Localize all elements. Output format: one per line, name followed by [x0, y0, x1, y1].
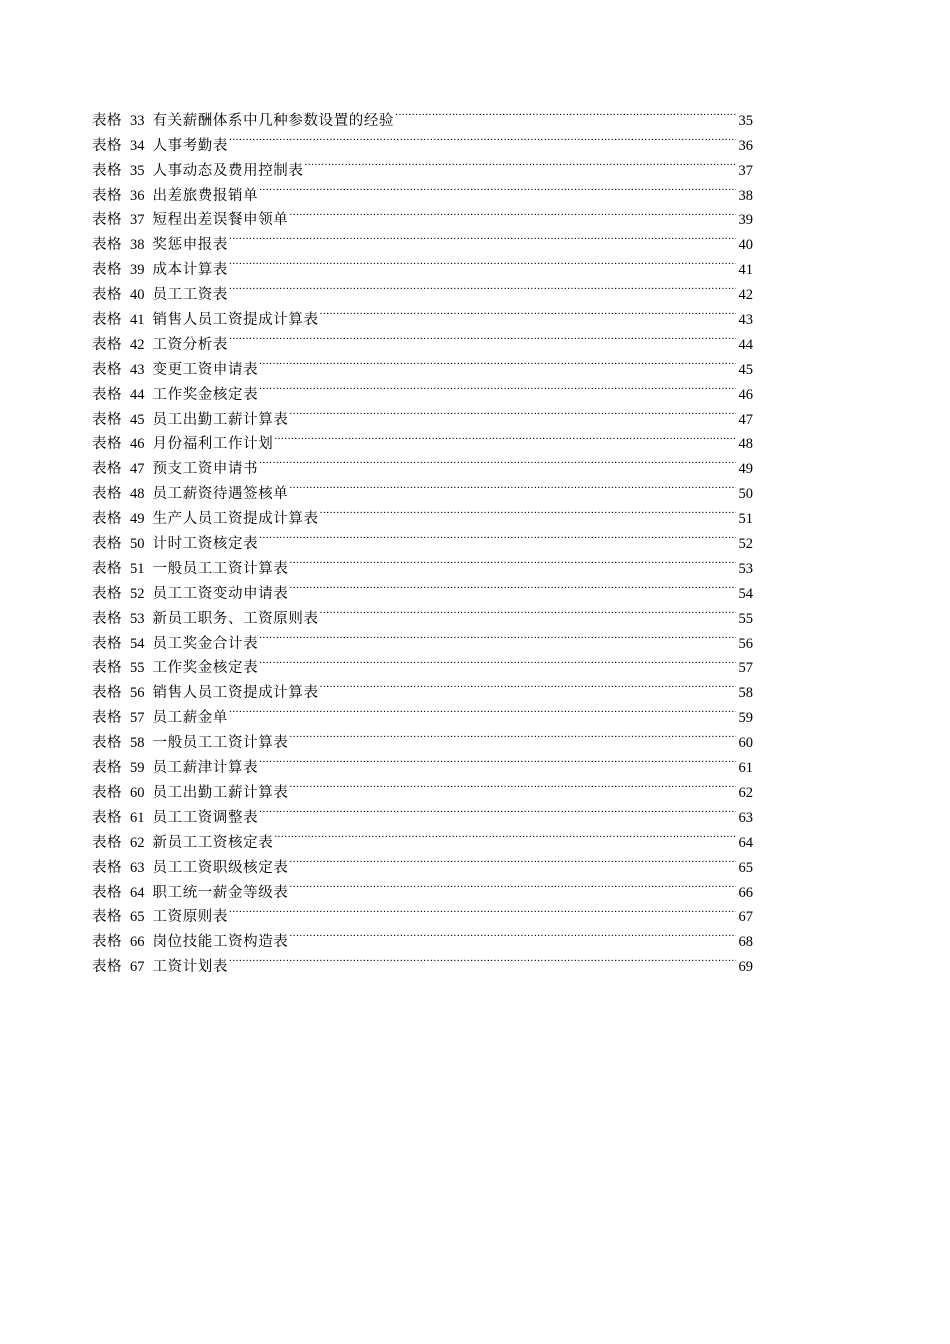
toc-dot-leader	[289, 473, 736, 498]
toc-dot-leader	[229, 697, 736, 722]
toc-entry-page-number: 61	[738, 760, 753, 777]
toc-dot-leader	[320, 299, 736, 324]
toc-entry-number: 59	[130, 760, 145, 777]
toc-entry-number: 55	[130, 660, 145, 677]
toc-entry-title: 岗位技能工资构造表	[152, 934, 289, 951]
toc-entry-number: 33	[130, 112, 145, 129]
toc-entry-page-number: 47	[738, 411, 753, 428]
toc-entry-number: 36	[130, 187, 145, 204]
toc-entry-title: 职工统一薪金等级表	[152, 884, 289, 901]
toc-entry-page-number: 58	[738, 685, 753, 702]
toc-entry-prefix: 表格	[92, 262, 122, 279]
toc-entry-number: 60	[130, 784, 145, 801]
toc-dot-leader	[395, 100, 736, 125]
toc-dot-leader	[259, 349, 736, 374]
toc-entry-number: 39	[130, 262, 145, 279]
toc-entry-page-number: 37	[738, 162, 753, 179]
toc-entry-number: 57	[130, 710, 145, 727]
toc-entry-title: 工作奖金核定表	[152, 386, 259, 403]
toc-entry-number: 52	[130, 585, 145, 602]
toc-entry-page-number: 53	[738, 560, 753, 577]
toc-entry-title: 奖惩申报表	[152, 237, 228, 254]
toc-entry-prefix: 表格	[92, 959, 122, 976]
toc-entry-prefix: 表格	[92, 784, 122, 801]
toc-entry-prefix: 表格	[92, 386, 122, 403]
toc-entry-number: 34	[130, 137, 145, 154]
table-of-contents	[92, 100, 753, 976]
toc-dot-leader	[289, 573, 736, 598]
toc-dot-leader	[259, 448, 736, 473]
toc-entry-title: 工资计划表	[152, 959, 228, 976]
toc-entry-title: 员工工资职级核定表	[152, 859, 289, 876]
toc-entry-title: 一般员工工资计算表	[152, 735, 289, 752]
toc-entry-number: 56	[130, 685, 145, 702]
toc-entry-prefix: 表格	[92, 610, 122, 627]
toc-entry-number: 42	[130, 336, 145, 353]
toc-entry-number: 51	[130, 560, 145, 577]
toc-entry-title: 一般员工工资计算表	[152, 560, 289, 577]
toc-entry-page-number: 55	[738, 610, 753, 627]
toc-dot-leader	[259, 374, 736, 399]
toc-entry-page-number: 43	[738, 312, 753, 329]
toc-entry-title: 销售人员工资提成计算表	[152, 312, 319, 329]
toc-entry-page-number: 68	[738, 934, 753, 951]
toc-entry-title: 员工薪金单	[152, 710, 228, 727]
toc-entry-prefix: 表格	[92, 237, 122, 254]
toc-entry-title: 预支工资申请书	[152, 461, 259, 478]
toc-entry-page-number: 35	[738, 112, 753, 129]
toc-entry-title: 有关薪酬体系中几种参数设置的经验	[152, 112, 395, 129]
toc-entry-page-number: 65	[738, 859, 753, 876]
toc-entry-page-number: 64	[738, 834, 753, 851]
toc-entry-page-number: 41	[738, 262, 753, 279]
toc-entry-number: 41	[130, 312, 145, 329]
toc-entry-page-number: 51	[738, 511, 753, 528]
toc-entry-title: 员工工资调整表	[152, 809, 259, 826]
toc-entry-prefix: 表格	[92, 635, 122, 652]
toc-entry-title: 工作奖金核定表	[152, 660, 259, 677]
toc-dot-leader	[259, 747, 736, 772]
toc-entry-page-number: 67	[738, 909, 753, 926]
toc-entry-number: 35	[130, 162, 145, 179]
toc-entry-title: 员工奖金合计表	[152, 635, 259, 652]
toc-entry-title: 员工出勤工薪计算表	[152, 411, 289, 428]
toc-entry-prefix: 表格	[92, 511, 122, 528]
toc-entry-number: 67	[130, 959, 145, 976]
toc-dot-leader	[274, 424, 736, 449]
toc-dot-leader	[274, 822, 736, 847]
toc-entry-title: 变更工资申请表	[152, 361, 259, 378]
toc-entry-number: 49	[130, 511, 145, 528]
toc-dot-leader	[229, 249, 736, 274]
toc-entry-title: 计时工资核定表	[152, 536, 259, 553]
toc-entry-prefix: 表格	[92, 735, 122, 752]
toc-entry-page-number: 45	[738, 361, 753, 378]
toc-entry-prefix: 表格	[92, 112, 122, 129]
toc-entry-prefix: 表格	[92, 212, 122, 229]
toc-dot-leader	[320, 672, 736, 697]
toc-entry-prefix: 表格	[92, 312, 122, 329]
toc-entry-page-number: 42	[738, 287, 753, 304]
toc-dot-leader	[229, 125, 736, 150]
toc-entry[interactable]	[92, 100, 753, 129]
toc-entry-prefix: 表格	[92, 934, 122, 951]
toc-dot-leader	[229, 274, 736, 299]
toc-entry-title: 短程出差误餐申领单	[152, 212, 289, 229]
toc-entry-title: 生产人员工资提成计算表	[152, 511, 319, 528]
toc-entry-title: 销售人员工资提成计算表	[152, 685, 319, 702]
toc-entry-title: 人事动态及费用控制表	[152, 162, 304, 179]
toc-entry-prefix: 表格	[92, 411, 122, 428]
toc-entry-prefix: 表格	[92, 187, 122, 204]
toc-entry-number: 38	[130, 237, 145, 254]
toc-entry-number: 61	[130, 809, 145, 826]
toc-entry-prefix: 表格	[92, 809, 122, 826]
toc-entry-number: 64	[130, 884, 145, 901]
toc-entry-page-number: 54	[738, 585, 753, 602]
toc-entry-title: 新员工工资核定表	[152, 834, 274, 851]
toc-entry-page-number: 69	[738, 959, 753, 976]
toc-entry-title: 员工薪津计算表	[152, 760, 259, 777]
toc-entry-number: 62	[130, 834, 145, 851]
toc-dot-leader	[289, 921, 736, 946]
toc-entry-title: 月份福利工作计划	[152, 436, 274, 453]
toc-dot-leader	[259, 523, 736, 548]
toc-entry-prefix: 表格	[92, 859, 122, 876]
toc-entry-number: 43	[130, 361, 145, 378]
toc-dot-leader	[289, 722, 736, 747]
toc-dot-leader	[259, 623, 736, 648]
toc-entry-prefix: 表格	[92, 710, 122, 727]
toc-entry-prefix: 表格	[92, 585, 122, 602]
toc-entry-title: 工资原则表	[152, 909, 228, 926]
toc-dot-leader	[289, 872, 736, 897]
toc-dot-leader	[229, 946, 736, 971]
toc-entry-prefix: 表格	[92, 685, 122, 702]
toc-entry-prefix: 表格	[92, 536, 122, 553]
toc-dot-leader	[289, 200, 736, 225]
toc-entry-number: 40	[130, 287, 145, 304]
toc-entry-number: 54	[130, 635, 145, 652]
toc-entry-page-number: 63	[738, 809, 753, 826]
toc-entry-prefix: 表格	[92, 834, 122, 851]
toc-entry-prefix: 表格	[92, 461, 122, 478]
toc-entry-number: 47	[130, 461, 145, 478]
toc-dot-leader	[320, 498, 736, 523]
toc-dot-leader	[229, 324, 736, 349]
toc-entry-prefix: 表格	[92, 909, 122, 926]
toc-entry-page-number: 52	[738, 536, 753, 553]
toc-entry-page-number: 62	[738, 784, 753, 801]
toc-entry-page-number: 46	[738, 386, 753, 403]
toc-entry-number: 45	[130, 411, 145, 428]
toc-entry-page-number: 60	[738, 735, 753, 752]
toc-dot-leader	[289, 847, 736, 872]
toc-entry-page-number: 56	[738, 635, 753, 652]
toc-entry-prefix: 表格	[92, 884, 122, 901]
toc-dot-leader	[259, 648, 736, 673]
toc-entry-page-number: 50	[738, 486, 753, 503]
toc-dot-leader	[259, 175, 736, 200]
toc-entry-number: 48	[130, 486, 145, 503]
toc-entry-prefix: 表格	[92, 361, 122, 378]
toc-entry-title: 工资分析表	[152, 336, 228, 353]
toc-entry-title: 出差旅费报销单	[152, 187, 259, 204]
toc-entry-page-number: 49	[738, 461, 753, 478]
toc-entry-prefix: 表格	[92, 137, 122, 154]
toc-entry-page-number: 38	[738, 187, 753, 204]
toc-entry-title: 员工工资变动申请表	[152, 585, 289, 602]
toc-entry-page-number: 39	[738, 212, 753, 229]
toc-entry-prefix: 表格	[92, 760, 122, 777]
toc-entry-number: 46	[130, 436, 145, 453]
toc-entry-number: 53	[130, 610, 145, 627]
toc-entry-number: 58	[130, 735, 145, 752]
toc-dot-leader	[229, 897, 736, 922]
toc-dot-leader	[289, 772, 736, 797]
toc-entry-title: 员工薪资待遇签核单	[152, 486, 289, 503]
toc-entry-page-number: 59	[738, 710, 753, 727]
toc-entry-number: 50	[130, 536, 145, 553]
toc-entry-prefix: 表格	[92, 436, 122, 453]
toc-entry-page-number: 57	[738, 660, 753, 677]
toc-entry-title: 成本计算表	[152, 262, 228, 279]
toc-dot-leader	[320, 598, 736, 623]
toc-entry-page-number: 48	[738, 436, 753, 453]
toc-dot-leader	[229, 224, 736, 249]
toc-entry-title: 员工工资表	[152, 287, 228, 304]
toc-entry-number: 63	[130, 859, 145, 876]
toc-entry-prefix: 表格	[92, 660, 122, 677]
toc-dot-leader	[289, 548, 736, 573]
toc-entry-page-number: 66	[738, 884, 753, 901]
toc-entry-prefix: 表格	[92, 486, 122, 503]
toc-entry-number: 65	[130, 909, 145, 926]
toc-entry-page-number: 44	[738, 336, 753, 353]
toc-entry-number: 37	[130, 212, 145, 229]
toc-entry-prefix: 表格	[92, 336, 122, 353]
toc-dot-leader	[289, 399, 736, 424]
toc-entry-number: 66	[130, 934, 145, 951]
toc-dot-leader	[305, 150, 737, 175]
toc-entry-number: 44	[130, 386, 145, 403]
toc-dot-leader	[259, 797, 736, 822]
toc-entry-title: 人事考勤表	[152, 137, 228, 154]
toc-entry-page-number: 40	[738, 237, 753, 254]
toc-entry-prefix: 表格	[92, 287, 122, 304]
toc-entry-title: 员工出勤工薪计算表	[152, 784, 289, 801]
toc-entry-prefix: 表格	[92, 560, 122, 577]
toc-entry-prefix: 表格	[92, 162, 122, 179]
toc-entry-title: 新员工职务、工资原则表	[152, 610, 319, 627]
toc-entry-page-number: 36	[738, 137, 753, 154]
